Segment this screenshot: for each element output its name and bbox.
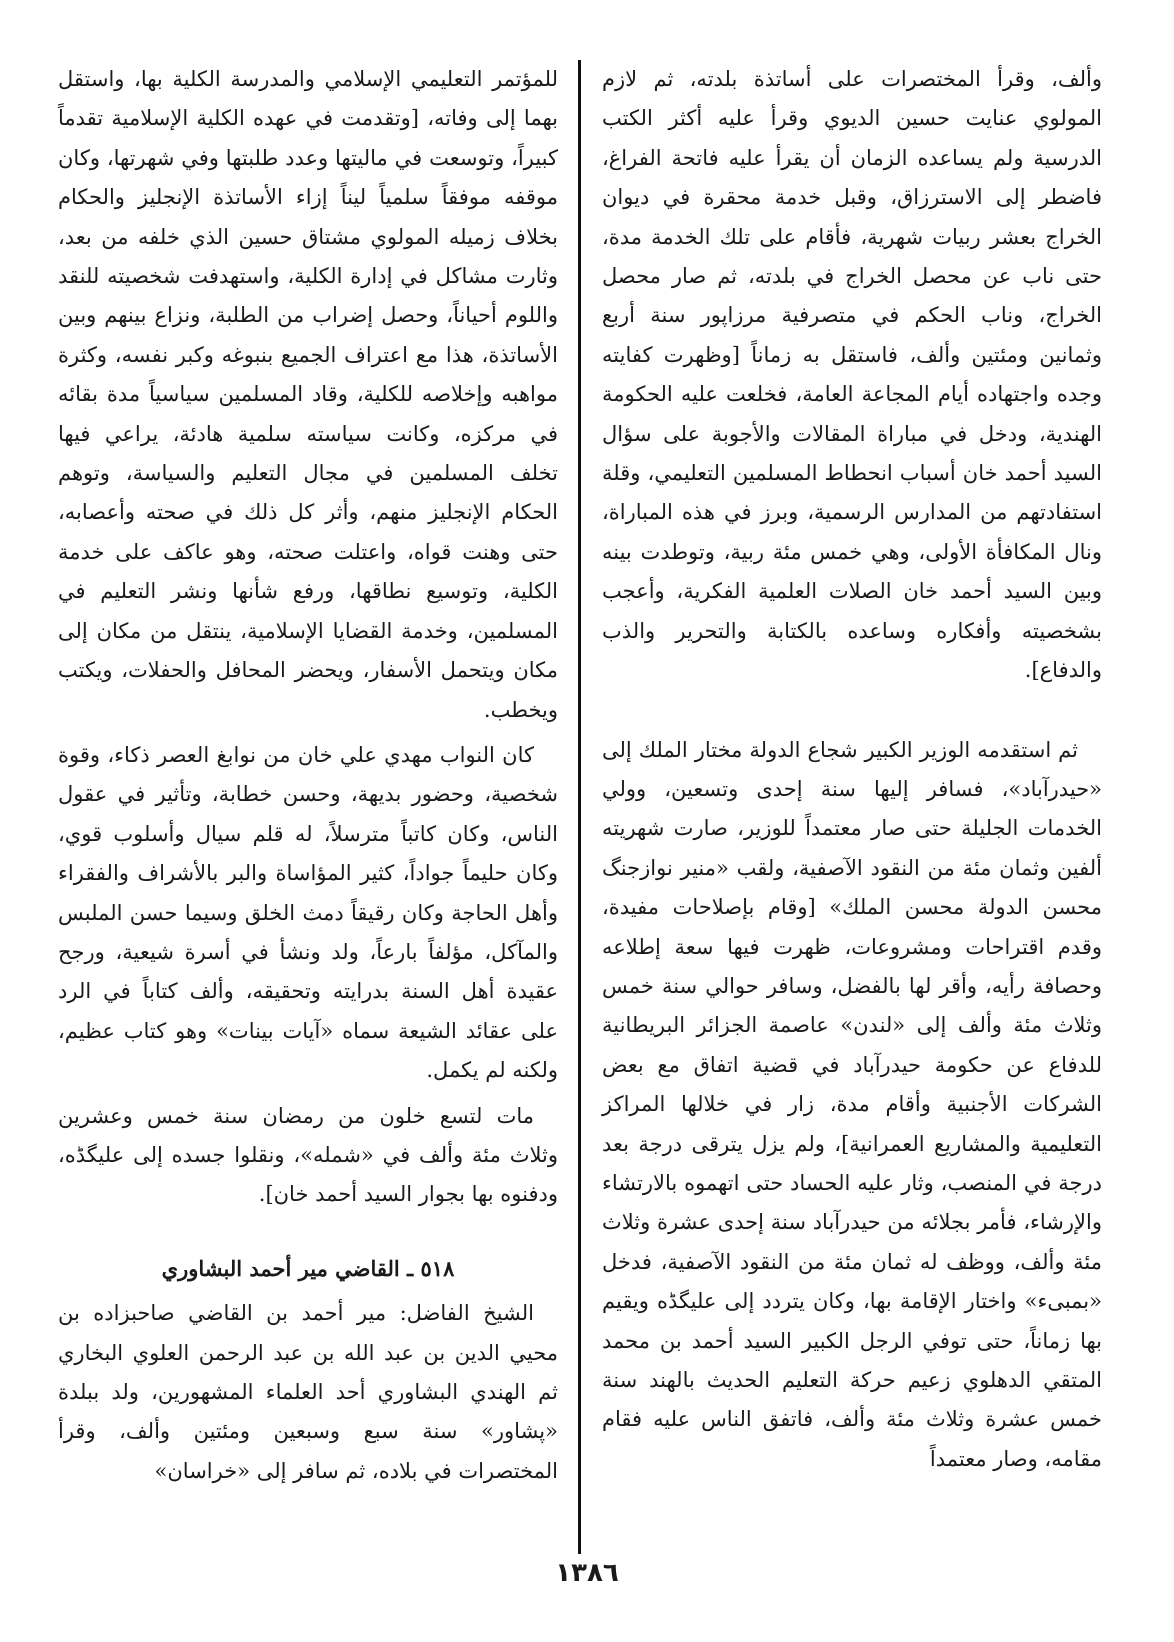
- paragraph: مات لتسع خلون من رمضان سنة خمس وعشرين وثلاث مئة وألف في «شمله»، ونقلوا جسده إلى عليگڈه، ودفنوه بها بجوار السيد أحمد خان].: [58, 1103, 558, 1207]
- left-text-column: [58, 60, 558, 1491]
- paragraph: للمؤتمر التعليمي الإسلامي والمدرسة الكلية بها، واستقل بهما إلى وفاته، [وتقدمت في عهده الكلية الإسلامية تقدماً كبيراً، وتوسعت في ماليتها وعدد طلبتها وفي شهرتها، وكان موقفه موفقاً سلمياً ليناً إزاء الأساتذة الإنجليز والحكام بخلاف زميله المولوي مشتاق حسين الذي خلفه من بعد، وثارت مشاكل في إدارة الكلية، واستهدفت شخصيته للنقد واللوم أحياناً، وحصل إضراب من الطلبة، ونزاع بينهم وبين الأساتذة، هذا مع اعتراف الجميع بنبوغه وكبر نفسه، وكثرة مواهبه وإخلاصه للكلية، وقاد المسلمين سياسياً مدة بقائه في مركزه، وكانت سياسته سلمية هادئة، يراعي فيها تخلف المسلمين في مجال التعليم والسياسة، وتوهم الحكام الإنجليز منهم، وأثر كل ذلك في صحته وأعصابه، حتى وهنت قواه، واعتلت صحته، وهو عاكف على خدمة الكلية، وتوسيع نطاقها، ورفع شأنها ونشر التعليم في المسلمين، وخدمة القضايا الإسلامية، ينتقل من مكان إلى مكان ويتحمل الأسفار، ويحضر المحافل والحفلات، ويكتب ويخطب.: [58, 67, 558, 722]
- entry-heading: ٥١٨ ـ القاضي مير أحمد البشاوري: [161, 1255, 455, 1281]
- paragraph: ثم استقدمه الوزير الكبير شجاع الدولة مختار الملك إلى «حيدرآباد»، فسافر إليها سنة إحدى وتسعين، وولي الخدمات الجليلة حتى صار معتمداً للوزير، صارت شهريته ألفين وثمان مئة من النقود الآصفية، ولقب «منير نوازجنگ محسن الدولة محسن الملك» [وقام بإصلاحات مفيدة، وقدم اقتراحات ومشروعات، ظهرت فيها سعة إطلاعه وحصافة رأيه، وأقر لها بالفضل، وسافر حوالي سنة خمس وثلاث مئة وألف إلى «لندن» عاصمة الجزائر البريطانية للدفاع عن حكومة حيدرآباد في قضية اتفاق مع بعض الشركات الأجنبية وأقام مدة، زار في خلالها المراكز التعليمية والمشاريع العمرانية]، ولم يزل يترقى درجة بعد درجة في المنصب، وثار عليه الحساد حتى اتهموه بالارتشاء والإرشاء، فأمر بجلائه من حيدرآباد سنة إحدى عشرة وثلاث مئة وألف، ووظف له ثمان مئة من النقود الآصفية، فدخل «بمبىء» واختار الإقامة بها، وكان يتردد إلى عليگڈه ويقيم بها زماناً، حتى توفي الرجل الكبير السيد أحمد بن محمد المتقي الدهلوي زعيم حركة التعليم الحديث بالهند سنة خمس عشرة وثلاث مئة وألف، فاتفق الناس عليه فقام مقامه، وصار معتمداً: [602, 737, 1102, 1471]
- paragraph: وألف، وقرأ المختصرات على أساتذة بلدته، ثم لازم المولوي عنايت حسين الديوي وقرأ عليه أكثر الكتب الدرسية ولم يساعده الزمان أن يقرأ عليه فاتحة الفراغ، فاضطر إلى الاسترزاق، وقبل خدمة محقرة في ديوان الخراج بعشر ربيات شهرية، فأقام على تلك الخدمة مدة، حتى ناب عن محصل الخراج في بلدته، ثم صار محصل الخراج، وناب الحكم في متصرفية مرزاپور سنة أربع وثمانين ومئتين وألف، فاستقل به زماناً [وظهرت كفايته وجده واجتهاده أيام المجاعة العامة، فخلعت عليه الحكومة الهندية، ودخل في مباراة المقالات والأجوبة على سؤال السيد أحمد خان أسباب انحطاط المسلمين التعليمي، وقلة استفادتهم من المدارس الرسمية، وبرز في هذه المباراة، ونال المكافأة الأولى، وهي خمس مئة ربية، وتوطدت بينه وبين السيد أحمد خان الصلات العلمية الفكرية، وأعجب بشخصيته وأفكاره وساعده بالكتابة والتحرير والذب والدفاع].: [602, 67, 1102, 683]
- right-text-column: [602, 60, 1102, 1479]
- page-number: ١٣٨٦: [555, 1558, 619, 1588]
- paragraph: كان النواب مهدي علي خان من نوابغ العصر ذكاء، وقوة شخصية، وحضور بديهة، وحسن خطابة، وتأثير في عقول الناس، وكان كاتباً مترسلاً، له قلم سيال وأسلوب قوي، وكان حليماً جواداً، كثير المؤاساة والبر بالأشراف والفقراء وأهل الحاجة وكان رقيقاً دمث الخلق وسيما حسن الملبس والمآكل، مؤلفاً بارعاً، ولد ونشأ في أسرة شيعية، ورجح عقيدة أهل السنة بدرايته وتحقيقه، وألف كتاباً في الرد على عقائد الشيعة سماه «آيات بينات» وهو كتاب عظيم، ولكنه لم يكمل.: [58, 742, 558, 1083]
- paragraph: الشيخ الفاضل: مير أحمد بن القاضي صاحبزاده بن محيي الدين بن عبد الله بن عبد الرحمن العلوي البخاري ثم الهندي البشاوري أحد العلماء المشهورين، ولد ببلدة «پشاور» سنة سبع وسبعين ومئتين وألف، وقرأ المختصرات في بلاده، ثم سافر إلى «خراسان»: [58, 1301, 558, 1483]
- column-divider: [578, 60, 581, 1554]
